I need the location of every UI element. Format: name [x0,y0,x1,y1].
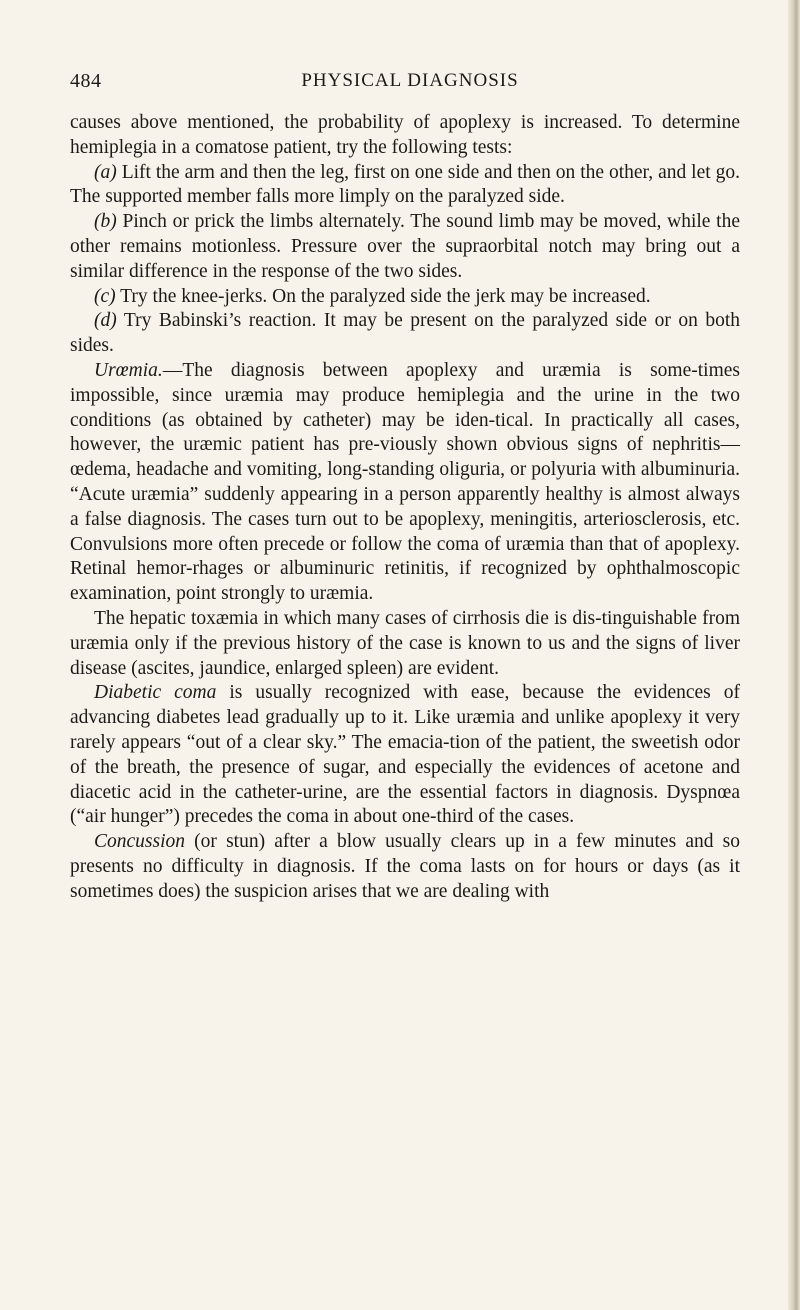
page-number: 484 [70,70,102,92]
test-label: (d) [94,310,117,332]
paragraph-test-a [70,161,740,211]
page-header [70,70,750,100]
paragraph-diabetic-coma [70,681,740,830]
page-edge [788,0,800,1310]
paragraph-concussion [70,830,740,904]
paragraph-text: Lift the arm and then the leg, first on one side and then on the other, and let go. The supported member falls more limply on the paralyzed side. [70,161,740,208]
section-heading: Concussion [94,831,186,853]
section-heading: Diabetic coma [94,682,217,704]
paragraph-test-c [70,285,740,310]
paragraph-uraemia [70,359,740,607]
paragraph-hepatic [70,607,740,681]
section-heading: Urœmia. [94,359,163,381]
test-label: (c) [94,285,116,307]
paragraph-text: (or stun) after a blow usually clears up in a few minutes and so presents no difficulty in diagnosis. If the coma lasts on for hours or days (as it sometimes does) the suspicion arises that we are dealing with [70,831,740,902]
paragraph-text: The hepatic toxæmia in which many cases of cirrhosis die is dis-tinguishable from uræmia only if the previous history of the case is known to us and the signs of liver disease (ascites, jaundice, enlarged spleen) are evident. [70,607,740,679]
test-label: (a) [94,161,117,183]
paragraph-text: is usually recognized with ease, because the evidences of advancing diabetes lead gradually up to it. Like uræmia and unlike apoplexy it very rarely appears “out of a clear sky.” The emacia-tion of the patient, the sweetish odor of the breath, the presence of sugar, and especially the evidences of acetone and diacetic acid in the catheter-urine, are the essential factors in diagnosis. Dyspnœa (“air hunger”) precedes the coma in about one-third of the cases. [70,682,740,828]
paragraph-text: —The diagnosis between apoplexy and uræmia is some-times impossible, since uræmia may produce hemiplegia and the urine in the two conditions (as obtained by catheter) may be iden-tical. In practically all cases, however, the uræmic patient has pre-viously shown obvious signs of nephritis—œdema, headache and vomiting, long-standing oliguria, or polyuria with albuminuria. “Acute uræmia” suddenly appearing in a person apparently healthy is almost always a false diagnosis. The cases turn out to be apoplexy, meningitis, arteriosclerosis, etc. Convulsions more often precede or follow the coma of uræmia than that of apoplexy. Retinal hemor-rhages or albuminuric retinitis, if recognized by ophthalmoscopic examination, point strongly to uræmia. [70,359,740,605]
paragraph-intro [70,111,740,161]
paragraph-test-d [70,309,740,359]
paragraph-text: causes above mentioned, the probability of apoplexy is increased. To determine hemiplegia in a comatose patient, try the following tests: [70,112,740,158]
paragraph-test-b [70,210,740,284]
body-text [70,111,740,905]
test-label: (b) [94,211,117,233]
paragraph-text: Try Babinski’s reaction. It may be present on the paralyzed side or on both sides. [70,310,740,357]
running-title: PHYSICAL DIAGNOSIS [301,70,519,91]
paragraph-text: Pinch or prick the limbs alternately. The sound limb may be moved, while the other remains motionless. Pressure over the supraorbital notch may bring out a similar difference in the response of the two sides. [70,211,740,282]
paragraph-text: Try the knee-jerks. On the paralyzed side the jerk may be increased. [115,285,651,307]
